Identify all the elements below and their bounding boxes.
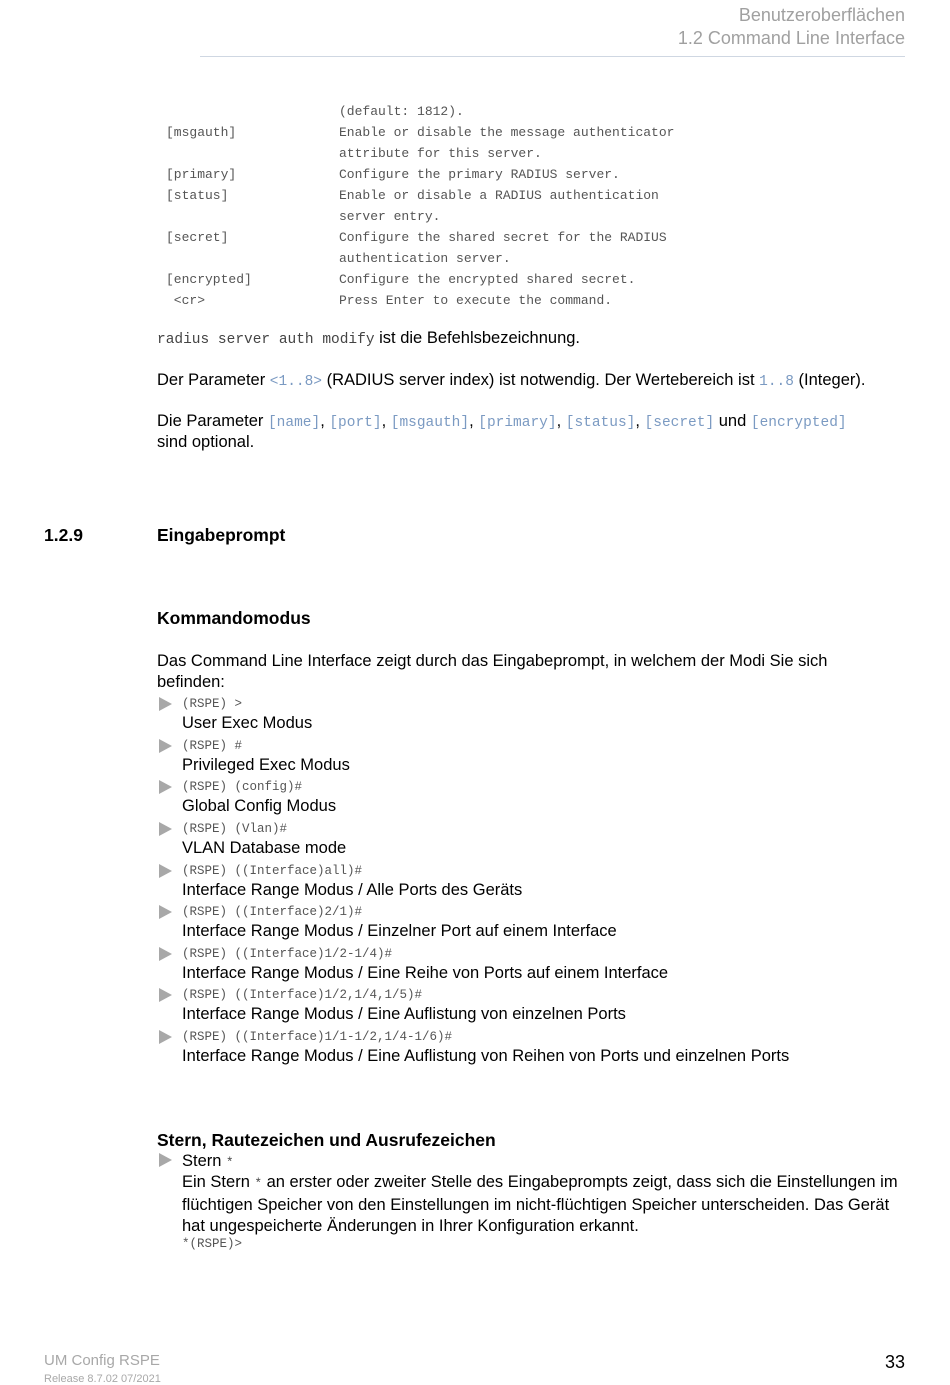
- parameter-code: [encrypted]: [750, 415, 847, 431]
- code-param: [secret]: [166, 230, 229, 245]
- code-desc: (default: 1812).: [339, 104, 464, 119]
- intro-line: befinden:: [157, 673, 225, 691]
- code-desc: attribute for this server.: [339, 146, 542, 161]
- paragraph-text: Der Parameter: [157, 371, 270, 389]
- prompt-code: (RSPE) ((Interface)all)#: [182, 864, 363, 878]
- bullet-triangle-icon: [159, 947, 172, 961]
- prompt-code: (RSPE) (Vlan)#: [182, 822, 288, 836]
- command-code: radius server auth modify: [157, 332, 375, 348]
- separator: ,: [635, 412, 645, 430]
- footer-document: UM Config RSPE: [44, 1352, 160, 1369]
- code-desc: Press Enter to execute the command.: [339, 293, 613, 308]
- subsection-heading: Kommandomodus: [157, 608, 311, 628]
- prompt-code: (RSPE) ((Interface)1/2,1/4,1/5)#: [182, 988, 423, 1002]
- paragraph-text: an erster oder zweiter Stelle des Eingabeprompts zeigt, dass sich die Einstellungen im flüchtigen Speicher von den Einstellungen im nicht-flüchtigen Speicher unterscheiden. Das Gerät hat ungespeicherte Änderungen in Ihrer Konfiguration erkannt.: [182, 1173, 898, 1235]
- bullet-triangle-icon: [159, 988, 172, 1002]
- prompt-code: (RSPE) ((Interface)1/2-1/4)#: [182, 947, 393, 961]
- code-desc: Enable or disable the message authenticator: [339, 125, 675, 140]
- mode-name: Global Config Modus: [182, 797, 337, 815]
- code-block: [0, 101, 950, 311]
- bullet-triangle-icon: [159, 905, 172, 919]
- separator: ,: [381, 412, 391, 430]
- header-section: 1.2 Command Line Interface: [677, 28, 905, 48]
- paragraph-text: Die Parameter: [157, 412, 268, 430]
- parameter-code: 1..8: [759, 374, 794, 390]
- prompt-code: (RSPE) >: [182, 697, 243, 711]
- bullet-triangle-icon: [159, 1030, 172, 1044]
- subsection-heading: Stern, Rautezeichen und Ausrufezeichen: [157, 1130, 496, 1150]
- star-code: *: [254, 1177, 262, 1191]
- parameter-code: [status]: [565, 415, 636, 431]
- bullet-triangle-icon: [159, 739, 172, 753]
- optional-parameters-line2: sind optional.: [157, 433, 255, 451]
- item-description: [182, 1172, 912, 1237]
- optional-parameters-paragraph: [157, 411, 847, 434]
- prompt-code: (RSPE) #: [182, 739, 243, 753]
- code-param: [status]: [166, 188, 229, 203]
- mode-name: Privileged Exec Modus: [182, 756, 350, 774]
- item-label: [182, 1151, 234, 1174]
- bullet-triangle-icon: [159, 1153, 172, 1167]
- mode-name: Interface Range Modus / Eine Auflistung von einzelnen Ports: [182, 1005, 626, 1023]
- parameter-code: [primary]: [478, 415, 557, 431]
- parameter-code: [name]: [267, 415, 321, 431]
- parameter-code: <1..8>: [269, 374, 323, 390]
- code-desc: Configure the primary RADIUS server.: [339, 167, 620, 182]
- bullet-triangle-icon: [159, 697, 172, 711]
- code-desc: server entry.: [339, 209, 441, 224]
- paragraph-text: und: [714, 412, 751, 430]
- mode-name: Interface Range Modus / Eine Auflistung von Reihen von Ports und einzelnen Ports: [182, 1047, 790, 1065]
- section-title: Eingabeprompt: [157, 525, 286, 545]
- parameter-code: [secret]: [644, 415, 715, 431]
- mode-name: VLAN Database mode: [182, 839, 347, 857]
- parameter-code: [msgauth]: [390, 415, 470, 431]
- paragraph-text: Ein Stern: [182, 1173, 255, 1191]
- bullet-triangle-icon: [159, 822, 172, 836]
- prompt-example: *(RSPE)>: [182, 1237, 243, 1251]
- separator: ,: [556, 412, 566, 430]
- header-divider: [200, 56, 905, 57]
- code-param: [primary]: [166, 167, 237, 182]
- prompt-code: (RSPE) (config)#: [182, 780, 303, 794]
- required-parameter-paragraph: [157, 370, 865, 393]
- label-text: Stern: [182, 1152, 227, 1170]
- bullet-triangle-icon: [159, 864, 172, 878]
- code-param: <cr>: [166, 293, 206, 308]
- code-desc: Configure the shared secret for the RADIUS: [339, 230, 667, 245]
- footer-release: Release 8.7.02 07/2021: [44, 1373, 161, 1385]
- mode-name: Interface Range Modus / Alle Ports des Geräts: [182, 881, 523, 899]
- section-number: 1.2.9: [44, 525, 83, 545]
- prompt-code: (RSPE) ((Interface)1/1-1/2,1/4-1/6)#: [182, 1030, 453, 1044]
- separator: ,: [469, 412, 479, 430]
- mode-name: Interface Range Modus / Eine Reihe von Ports auf einem Interface: [182, 964, 669, 982]
- code-desc: Enable or disable a RADIUS authentication: [339, 188, 659, 203]
- command-name-paragraph: [157, 328, 580, 351]
- page-number: 33: [884, 1352, 905, 1372]
- paragraph-text: (Integer).: [793, 371, 866, 389]
- paragraph-text: (RADIUS server index) ist notwendig. Der Wertebereich ist: [322, 371, 760, 389]
- paragraph-text: ist die Befehlsbezeichnung.: [374, 329, 581, 347]
- separator: ,: [320, 412, 330, 430]
- mode-name: User Exec Modus: [182, 714, 313, 732]
- header-chapter: Benutzeroberflächen: [738, 5, 905, 25]
- parameter-code: [port]: [329, 415, 382, 431]
- code-desc: Configure the encrypted shared secret.: [339, 272, 636, 287]
- mode-name: Interface Range Modus / Einzelner Port auf einem Interface: [182, 922, 617, 940]
- code-param: [encrypted]: [166, 272, 252, 287]
- code-desc: authentication server.: [339, 251, 511, 266]
- bullet-triangle-icon: [159, 780, 172, 794]
- code-param: [msgauth]: [166, 125, 237, 140]
- star-code: *: [226, 1156, 234, 1170]
- intro-line: Das Command Line Interface zeigt durch das Eingabeprompt, in welchem der Modi Sie sich: [157, 652, 828, 670]
- prompt-code: (RSPE) ((Interface)2/1)#: [182, 905, 363, 919]
